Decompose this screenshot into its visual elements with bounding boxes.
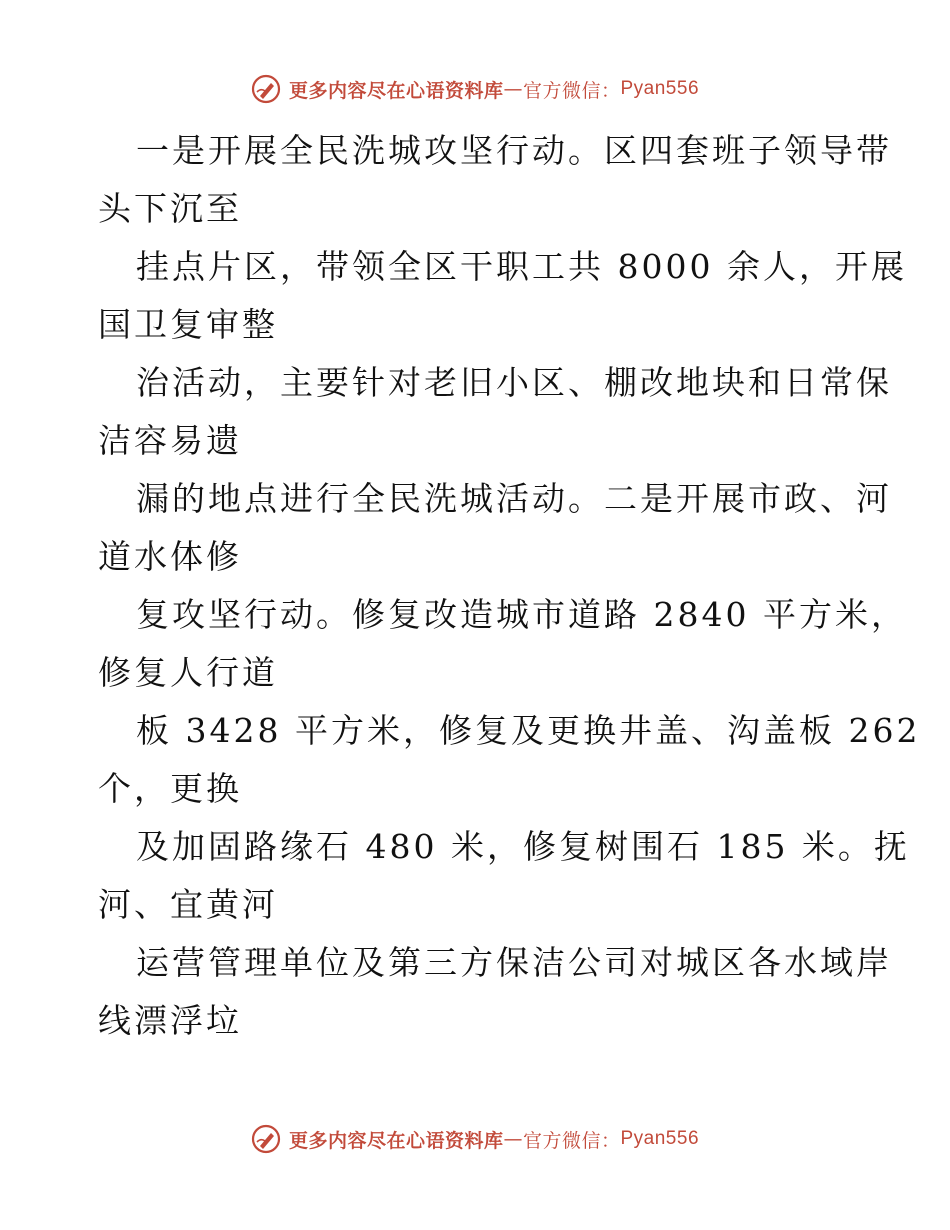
body-line: 线漂浮垃 <box>98 1001 242 1040</box>
pen-logo-icon <box>251 74 281 104</box>
header-brand-text: 更多内容尽在心语资料库 <box>288 79 504 102</box>
footer-brand-text: 更多内容尽在心语资料库 <box>288 1129 504 1152</box>
header-wechat-id: Pyan556 <box>620 78 700 99</box>
body-line: 板 3428 平方米，修复及更换井盖、沟盖板 262 <box>136 711 921 750</box>
header-wechat-label: 官方微信： <box>522 79 621 102</box>
body-line: 治活动，主要针对老旧小区、棚改地块和日常保 <box>136 363 892 402</box>
body-line: 头下沉至 <box>98 189 242 228</box>
body-line: 复攻坚行动。修复改造城市道路 2840 平方米， <box>136 595 907 634</box>
body-line: 修复人行道 <box>98 653 278 692</box>
body-line: 河、宜黄河 <box>98 885 278 924</box>
body-line: 漏的地点进行全民洗城活动。二是开展市政、河 <box>136 479 892 518</box>
body-line: 及加固路缘石 480 米，修复树围石 185 米。抚 <box>136 827 910 866</box>
body-line: 个，更换 <box>98 769 242 808</box>
header-dash: — <box>503 78 523 100</box>
body-line: 洁容易遗 <box>98 421 242 460</box>
page-footer <box>0 1124 950 1154</box>
footer-wechat-label: 官方微信： <box>522 1129 621 1152</box>
body-line: 运营管理单位及第三方保洁公司对城区各水域岸 <box>136 943 892 982</box>
body-line: 国卫复审整 <box>98 305 278 344</box>
footer-wechat-id: Pyan556 <box>620 1128 700 1149</box>
pen-logo-icon <box>251 1124 281 1154</box>
body-line: 道水体修 <box>98 537 242 576</box>
page-header <box>0 74 950 104</box>
body-line: 挂点片区，带领全区干职工共 8000 余人，开展 <box>136 247 907 286</box>
body-line: 一是开展全民洗城攻坚行动。区四套班子领导带 <box>136 131 892 170</box>
footer-dash: — <box>503 1128 523 1150</box>
document-body <box>98 122 921 1050</box>
